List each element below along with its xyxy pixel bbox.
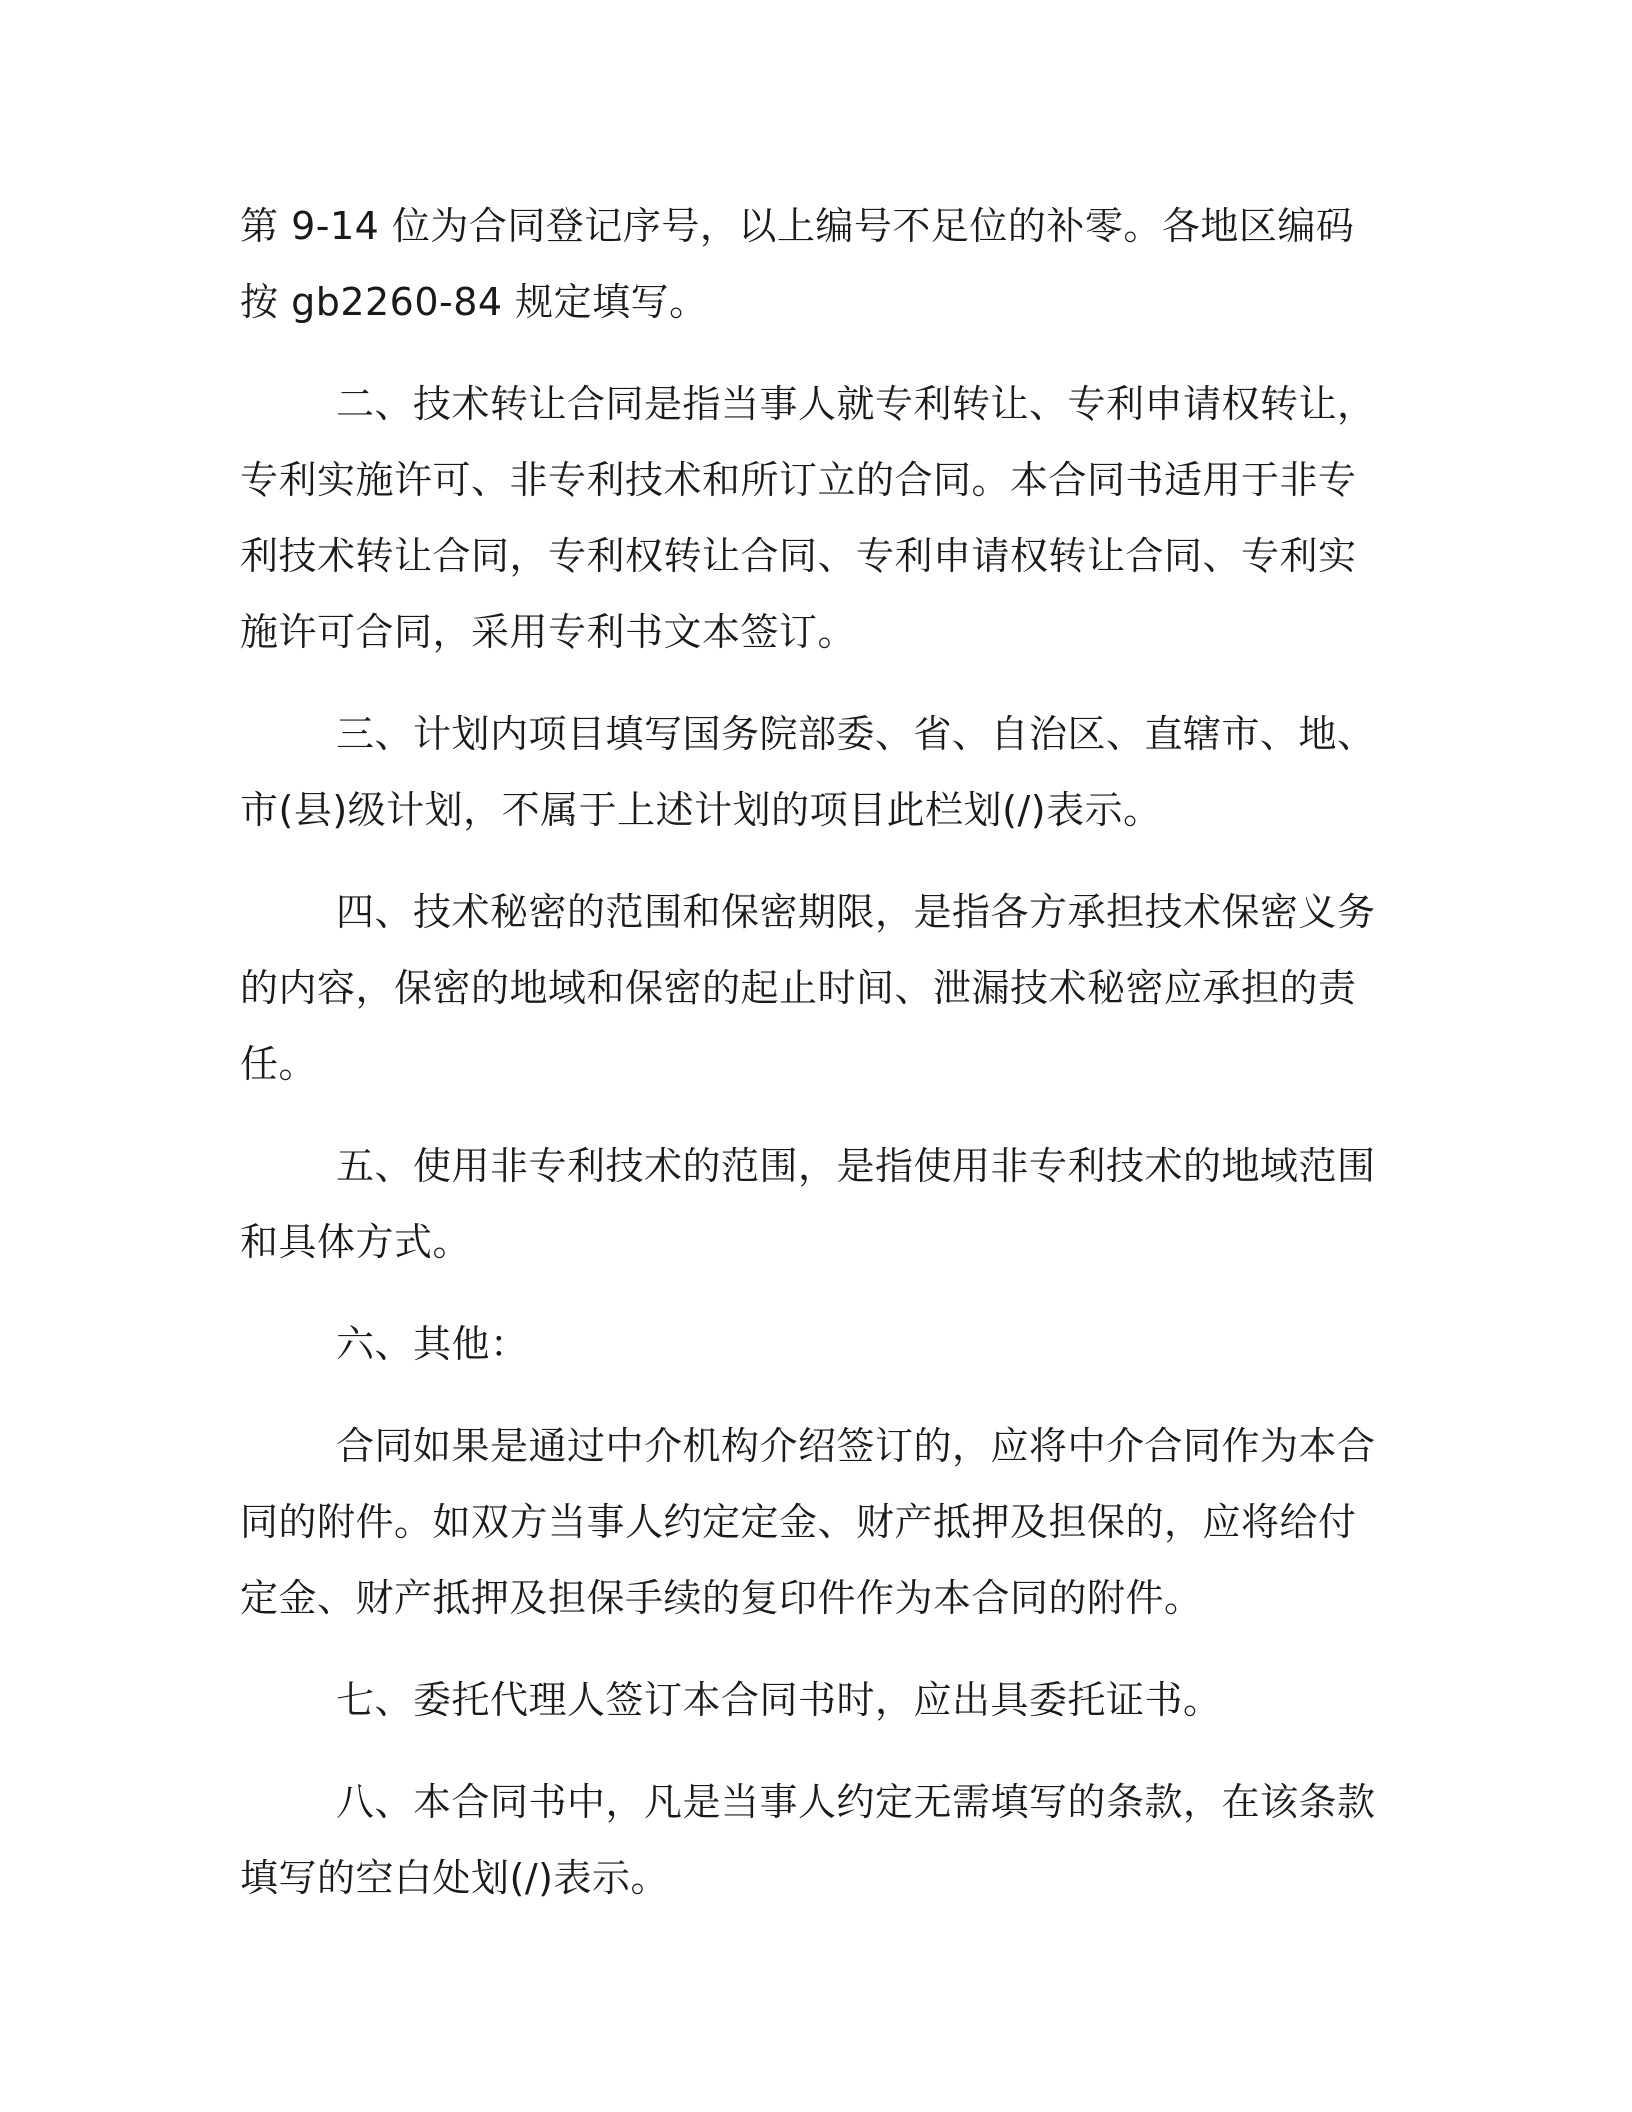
paragraph-other-heading: 六、其他：	[336, 1322, 529, 1366]
paragraph-agent: 七、委托代理人签订本合同书时，应出具委托证书。	[336, 1678, 1222, 1722]
paragraph-planned-projects: 三、计划内项目填写国务院部委、省、自治区、直辖市、地、市(县)级计划，不属于上述计划的项目此栏划(/)表示。	[240, 712, 1376, 832]
paragraph-intermediary: 合同如果是通过中介机构介绍签订的，应将中介合同作为本合同的附件。如双方当事人约定定金、财产抵押及担保的，应将给付定金、财产抵押及担保手续的复印件作为本合同的附件。	[240, 1424, 1376, 1620]
paragraph-non-patent-scope: 五、使用非专利技术的范围，是指使用非专利技术的地域范围和具体方式。	[240, 1144, 1376, 1264]
paragraph-blank-clauses: 八、本合同书中，凡是当事人约定无需填写的条款，在该条款填写的空白处划(/)表示。	[240, 1780, 1376, 1900]
paragraph-technical-secrets: 四、技术秘密的范围和保密期限，是指各方承担技术保密义务的内容，保密的地域和保密的起止时间、泄漏技术秘密应承担的责任。	[240, 890, 1376, 1086]
paragraph-technology-transfer: 二、技术转让合同是指当事人就专利转让、专利申请权转让，专利实施许可、非专利技术和所订立的合同。本合同书适用于非专利技术转让合同，专利权转让合同、专利申请权转让合同、专利实施许可合同，采用专利书文本签订。	[240, 382, 1376, 654]
paragraph-registration-number: 第 9-14 位为合同登记序号，以上编号不足位的补零。各地区编码按 gb2260-84 规定填写。	[240, 204, 1355, 324]
document-body	[240, 188, 1380, 1916]
